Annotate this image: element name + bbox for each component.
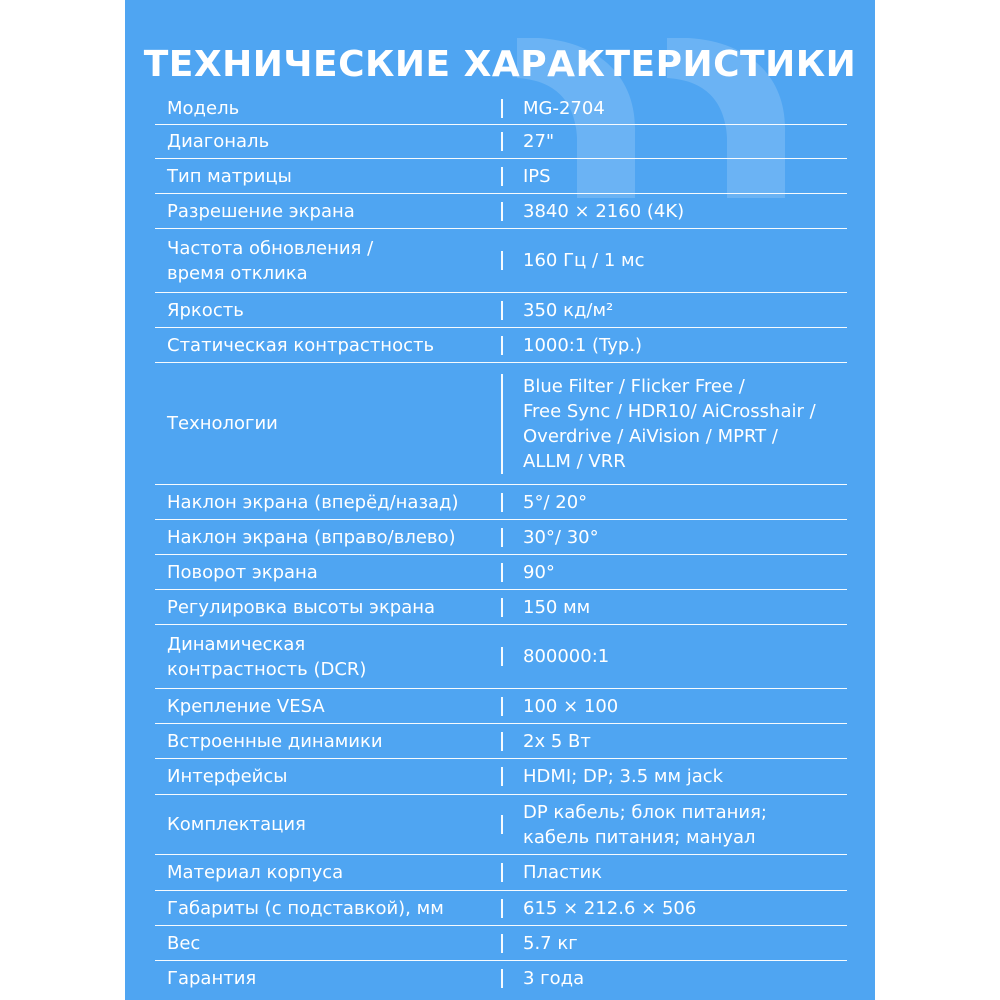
spec-value: Blue Filter / Flicker Free / Free Sync / HDR10/ AiCrosshair / Overdrive / AiVision / MPRT / ALLM / VRR [523,375,816,472]
spec-value: 1000:1 (Typ.) [523,334,643,356]
spec-label: Технологии [167,413,278,434]
spec-value: 350 кд/м² [523,299,614,321]
spec-value: 5°/ 20° [523,491,588,513]
spec-value: MG-2704 [523,97,605,119]
spec-row [155,293,847,328]
column-divider [501,202,503,221]
spec-row [155,855,847,891]
spec-row [155,520,847,555]
spec-value: 3840 × 2160 (4K) [523,200,685,222]
spec-row [155,795,847,855]
spec-row [155,485,847,520]
spec-label: Тип матрицы [167,165,292,187]
spec-label: Разрешение экрана [167,200,355,222]
spec-value: DP кабель; блок питания; кабель питания; мануал [523,801,767,848]
column-divider [501,563,503,582]
column-divider [501,863,503,882]
spec-row [155,363,847,485]
spec-value: 615 × 212.6 × 506 [523,897,697,919]
spec-row [155,328,847,363]
spec-label: Статическая контрастность [167,334,435,356]
column-divider [501,493,503,512]
spec-row [155,125,847,159]
spec-value: 150 мм [523,596,591,618]
spec-row [155,926,847,961]
column-divider [501,815,503,834]
column-divider [501,899,503,918]
spec-row [155,194,847,229]
column-divider [501,336,503,355]
spec-value: Пластик [523,862,603,883]
spec-label: Частота обновления / время отклика [167,237,374,284]
spec-label: Материал корпуса [167,862,344,883]
column-divider [501,732,503,751]
spec-label: Наклон экрана (вперёд/назад) [167,491,459,513]
spec-value: 30°/ 30° [523,526,599,548]
column-divider [501,167,503,186]
spec-label: Динамическая контрастность (DCR) [167,633,367,680]
spec-value: 800000:1 [523,646,610,667]
spec-value: 90° [523,561,555,583]
spec-row [155,92,847,125]
column-divider [501,132,503,151]
spec-label: Комплектация [167,814,306,835]
spec-value: 100 × 100 [523,695,619,717]
spec-value: 5.7 кг [523,932,578,954]
spec-label: Встроенные динамики [167,730,383,752]
spec-value: 160 Гц / 1 мс [523,250,645,271]
spec-label: Крепление VESA [167,695,325,717]
column-divider [501,767,503,786]
column-divider [501,598,503,617]
spec-row [155,229,847,293]
column-divider [501,301,503,320]
spec-label: Интерфейсы [167,766,288,787]
spec-row [155,759,847,795]
spec-panel [125,0,875,1000]
page-title: ТЕХНИЧЕСКИЕ ХАРАКТЕРИСТИКИ [143,44,857,85]
spec-value: IPS [523,165,551,187]
spec-label: Диагональ [167,131,270,152]
spec-label: Габариты (с подставкой), мм [167,897,444,919]
spec-label: Яркость [167,299,244,321]
spec-value: 2х 5 Вт [523,730,591,752]
spec-row [155,891,847,926]
spec-table [155,92,847,995]
spec-row [155,159,847,194]
spec-row [155,590,847,625]
column-divider [501,374,503,474]
column-divider [501,934,503,953]
spec-value: HDMI; DP; 3.5 мм jack [523,766,724,787]
column-divider [501,969,503,988]
column-divider [501,528,503,547]
spec-row [155,724,847,759]
spec-row [155,689,847,724]
spec-value: 27" [523,131,555,152]
spec-label: Наклон экрана (вправо/влево) [167,526,456,548]
spec-value: 3 года [523,967,585,989]
spec-label: Гарантия [167,967,257,989]
spec-label: Вес [167,932,201,954]
spec-row [155,961,847,995]
column-divider [501,251,503,270]
spec-row [155,555,847,590]
column-divider [501,99,503,118]
spec-row [155,625,847,689]
column-divider [501,647,503,666]
spec-label: Регулировка высоты экрана [167,596,436,618]
column-divider [501,697,503,716]
spec-label: Поворот экрана [167,561,318,583]
spec-label: Модель [167,97,240,119]
